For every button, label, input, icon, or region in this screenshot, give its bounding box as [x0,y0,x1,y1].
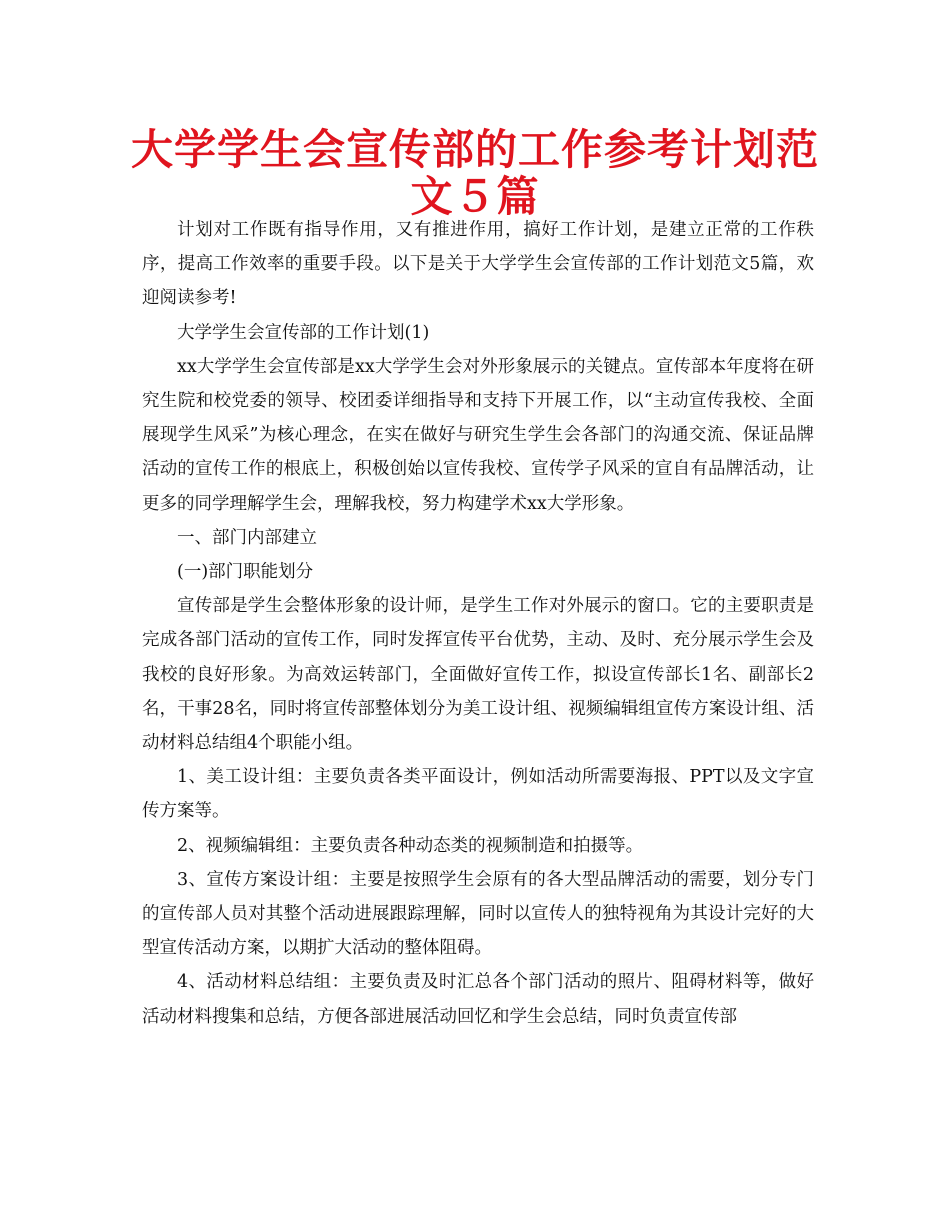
list-item-design-group: 1、美工设计组：主要负责各类平面设计，例如活动所需要海报、PPT以及文字宣传方案等。 [142,767,814,822]
list-item-materials-group: 4、活动材料总结组：主要负责及时汇总各个部门活动的照片、阻碍材料等，做好活动材料搜集和总结，方便各部进展活动回忆和学生会总结，同时负责宣传部 [142,972,814,1027]
list-item-plan-group: 3、宣传方案设计组：主要是按照学生会原有的各大型品牌活动的需要，划分专门的宣传部人员对其整个活动进展跟踪理解，同时以宣传人的独特视角为其设计完好的大型宣传活动方案，以期扩大活动的整体阻碍。 [142,869,814,959]
document-title: 大学学生会宣传部的工作参考计划范文５篇 [130,125,819,221]
paragraph-intro: 计划对工作既有指导作用，又有推进作用，搞好工作计划，是建立正常的工作秩序，提高工作效率的重要手段。以下是关于大学学生会宣传部的工作计划范文5篇，欢迎阅读参考! [142,220,814,309]
document-body [142,213,814,1034]
paragraph-duties: 宣传部是学生会整体形象的设计师，是学生工作对外展示的窗口。它的主要职责是完成各部门活动的宣传工作，同时发挥宣传平台优势，主动、及时、充分展示学生会及我校的良好形象。为高效运转部门，全面做好宣传工作，拟设宣传部长1名、副部长2名，干事28名，同时将宣传部整体划分为美工设计组、视频编辑组宣传方案设计组、活动材料总结组4个职能小组。 [142,596,814,754]
section-heading: 一、部门内部建立 [177,527,317,548]
paragraph-overview: xx大学学生会宣传部是xx大学学生会对外形象展示的关键点。宣传部本年度将在研究生院和校党委的领导、校团委详细指导和支持下开展工作，以“主动宣传我校、全面展现学生风采”为核心理念，在实在做好与研究生学生会各部门的沟通交流、保证品牌活动的宣传工作的根底上，积极创始以宣传我校、宣传学子风采的宣自有品牌活动，让更多的同学理解学生会，理解我校，努力构建学术xx大学形象。 [142,356,814,514]
list-item-video-group: 2、视频编辑组：主要负责各种动态类的视频制造和拍摄等。 [177,835,644,856]
subsection-heading: (一)部门职能划分 [177,562,314,583]
paragraph-plan-heading: 大学学生会宣传部的工作计划(1) [177,322,430,343]
